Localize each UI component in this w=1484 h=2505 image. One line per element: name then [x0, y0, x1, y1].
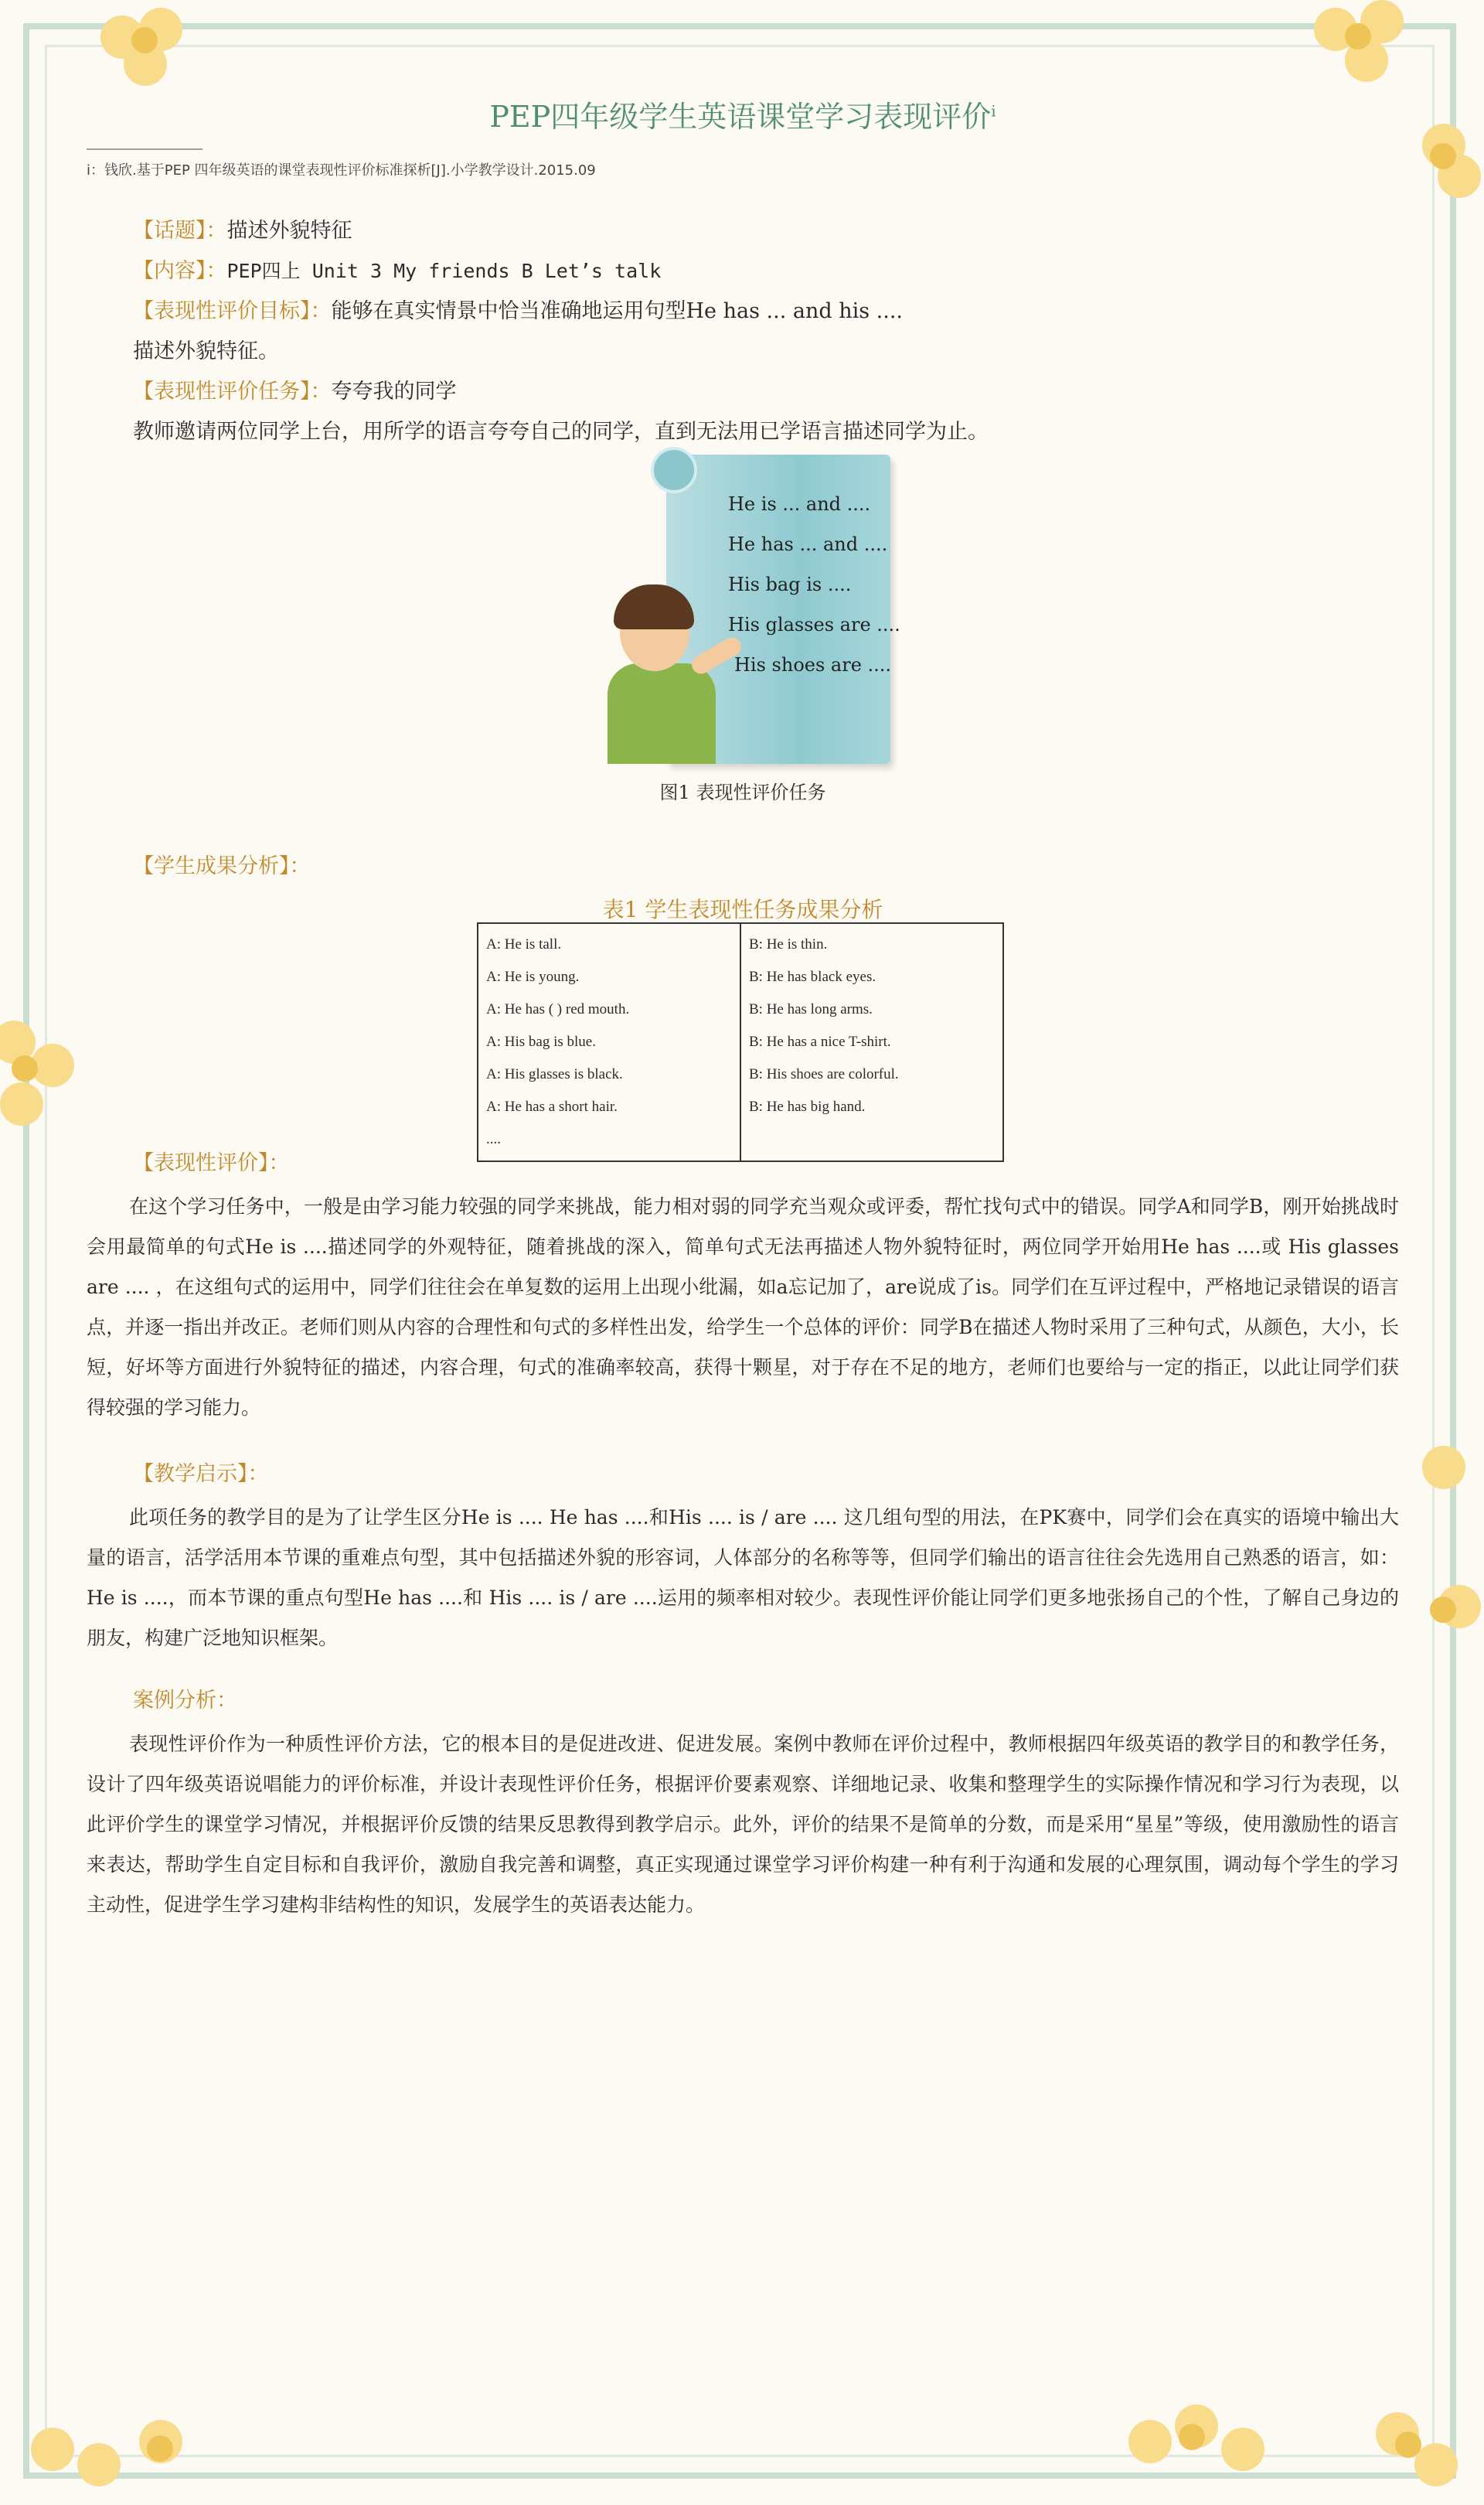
- table-caption: 表1 学生表现性任务成果分析: [602, 897, 883, 922]
- cell-b-2: B: He has black eyes.: [749, 969, 876, 985]
- results-table: [477, 922, 1004, 1162]
- flower-decoration-bottom-right: [1098, 2389, 1484, 2505]
- scroll-line-1: He is ... and ....: [728, 493, 871, 515]
- topic-row: [133, 218, 352, 244]
- cell-a-2: A: He is young.: [486, 969, 580, 985]
- scroll-line-5: His shoes are ....: [734, 654, 892, 676]
- footnote: i：钱欣.基于PEP 四年级英语的课堂表现性评价标准探析[J].小学教学设计.2015.09: [87, 162, 596, 179]
- column-b: [740, 923, 1003, 1161]
- case-paragraph: 表现性评价作为一种质性评价方法，它的根本目的是促进改进、促进发展。案例中教师在评价过程中，教师根据四年级英语的教学目的和教学任务，设计了四年级英语说唱能力的评价标准，并设计表现性评价任务，根据评价要素观察、详细地记录、收集和整理学生的实际操作情况和学习行为表现，以此评价学生的课堂学习情况，并根据评价反馈的结果反思教得到教学启示。此外，评价的结果不是简单的分数，而是采用“星星”等级，使用激励性的语言来表达，帮助学生自定目标和自我评价，激励自我完善和调整，真正实现通过课堂学习评价构建一种有利于沟通和发展的心理氛围，调动每个学生的学习主动性，促进学生学习建构非结构性的知识，发展学生的英语表达能力。: [87, 1733, 1399, 1916]
- boy-body: [608, 663, 716, 764]
- cell-b-3: B: He has long arms.: [749, 1001, 873, 1017]
- cell-a-5: A: His glasses is black.: [486, 1066, 623, 1082]
- title-text: PEP四年级学生英语课堂学习表现评价: [489, 100, 992, 134]
- task-label: 【表现性评价任务】：: [133, 380, 332, 404]
- cell-a-4: A: His bag is blue.: [486, 1034, 596, 1050]
- flower-decoration-left: [0, 1005, 93, 1175]
- task-illustration: [574, 455, 989, 770]
- cell-b-1: B: He is thin.: [749, 936, 828, 953]
- cell-a-1: A: He is tall.: [486, 936, 562, 953]
- task-value: 夸夸我的同学: [331, 380, 457, 404]
- scroll-roll: [651, 447, 697, 493]
- scroll-line-3: His bag is ....: [728, 574, 852, 595]
- content-value: PEP四上 Unit 3 My friends B Let’s talk: [226, 260, 662, 282]
- cell-a-7: ....: [486, 1131, 501, 1147]
- cell-b-4: B: He has a nice T-shirt.: [749, 1034, 891, 1050]
- task-row: [133, 379, 457, 405]
- cell-a-3: A: He has ( ) red mouth.: [486, 1001, 630, 1017]
- title-footnote-mark: i: [991, 101, 996, 121]
- cell-b-6: B: He has big hand.: [749, 1099, 866, 1115]
- topic-label: 【话题】：: [133, 219, 227, 243]
- flower-decoration-right: [1414, 1430, 1484, 1662]
- flower-decoration-bottom-left: [0, 2397, 247, 2505]
- content-label: 【内容】：: [133, 259, 227, 283]
- inspiration-paragraph: 此项任务的教学目的是为了让学生区分He is .... He has ....和His .... is / are .... 这几组句型的用法，在PK赛中，同学们会在真实的语境中输出大量的语言，活学活用本节课的重难点句型，其中包括描述外貌的形容词，人体部分的名称等等，但同学们输出的语言往往会先选用自己熟悉的语言，如：He is ....，而本节课的重点句型He has ....和 His .... is / are ....运用的频率相对较少。表现性评价能让同学们更多地张扬自己的个性，了解自己身边的朋友，构建广泛地知识框架。: [87, 1506, 1400, 1649]
- evaluation-paragraph: 在这个学习任务中，一般是由学习能力较强的同学来挑战，能力相对弱的同学充当观众或评委，帮忙找句式中的错误。同学A和同学B，刚开始挑战时会用最简单的句式He is ....描述同学的外观特征，随着挑战的深入，简单句式无法再描述人物外貌特征时，两位同学开始用He has ....或 His glasses are .... ，在这组句式的运用中，同学们往往会在单复数的运用上出现小纰漏，如a忘记加了，are说成了is。同学们在互评过程中，严格地记录错误的语言点，并逐一指出并改正。老师们则从内容的合理性和句式的多样性出发，给学生一个总体的评价：同学B在描述人物时采用了三种句式，从颜色，大小，长短，好坏等方面进行外貌特征的描述，内容合理，句式的准确率较高，获得十颗星，对于存在不足的地方，老师们也要给与一定的指正，以此让同学们获得较强的学习能力。: [87, 1195, 1399, 1419]
- page-title: [87, 93, 1399, 135]
- task-description: 教师邀请两位同学上台，用所学的语言夸夸自己的同学，直到无法用已学语言描述同学为止。: [133, 420, 989, 444]
- scroll-line-2: He has ... and ....: [728, 533, 888, 555]
- goal-label: 【表现性评价目标】：: [133, 299, 332, 323]
- case-label: 案例分析：: [133, 1689, 237, 1713]
- cell-b-5: B: His shoes are colorful.: [749, 1066, 899, 1082]
- evaluation-label: 【表现性评价】：: [133, 1151, 290, 1175]
- table-row: [478, 923, 1003, 1161]
- goal-row-continued: 描述外貌特征。: [133, 339, 279, 363]
- goal-row: [133, 298, 903, 325]
- inspiration-label: 【教学启示】：: [133, 1462, 269, 1486]
- footnote-divider: [87, 148, 203, 150]
- analysis-label: [133, 854, 311, 880]
- content-row: [133, 258, 661, 285]
- figure-caption: 图1 表现性评价任务: [659, 782, 826, 803]
- cell-a-6: A: He has a short hair.: [486, 1099, 618, 1115]
- analysis-label-text: 【学生成果分析】：: [133, 854, 311, 878]
- column-a: [478, 923, 740, 1161]
- case-heading: [133, 1688, 237, 1714]
- scroll-line-4: His glasses are ....: [728, 614, 900, 636]
- goal-value: 能够在真实情景中恰当准确地运用句型He has ... and his ....: [331, 299, 904, 323]
- inspiration-heading: [133, 1461, 269, 1488]
- flower-decoration-top-left: [70, 0, 224, 93]
- evaluation-heading: [133, 1150, 290, 1177]
- topic-value: 描述外貌特征: [226, 219, 352, 243]
